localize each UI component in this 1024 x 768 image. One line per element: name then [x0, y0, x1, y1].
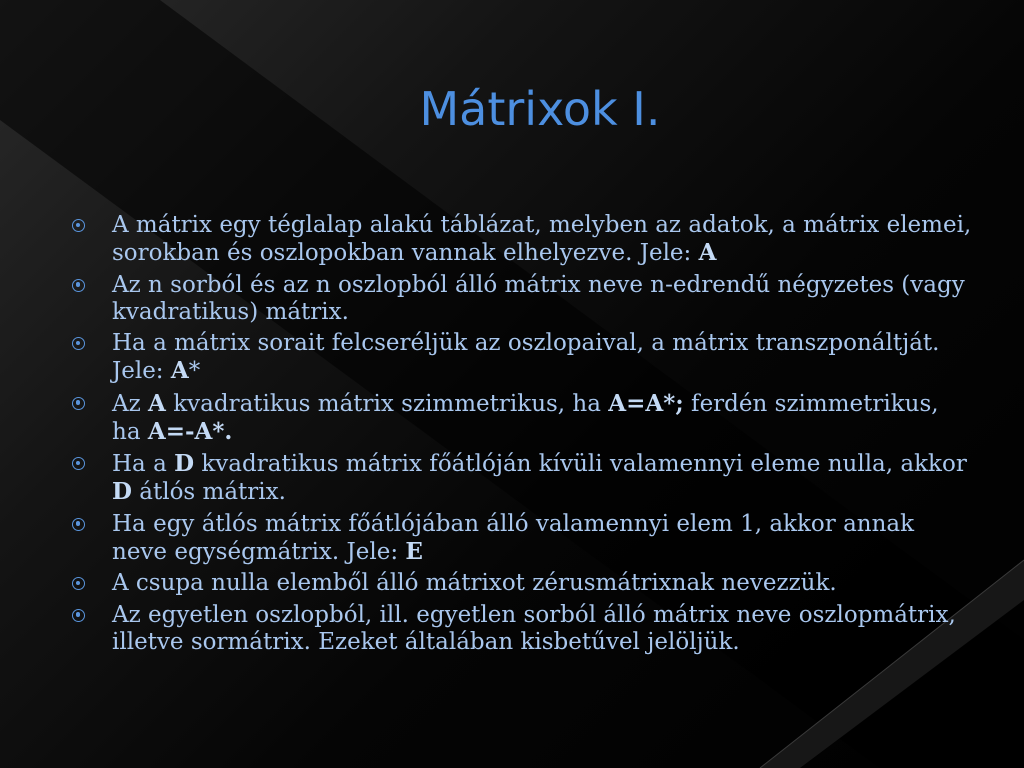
bullet-item-2 — [72, 272, 972, 326]
bullet-bold: A — [698, 239, 717, 266]
bullet-text: A csupa nulla elemből álló mátrixot zérusmátrixnak nevezzük. — [112, 570, 837, 596]
bullet-item-5 — [72, 450, 972, 506]
bullet-bold: E — [405, 537, 423, 565]
bullet-item-7 — [72, 570, 972, 597]
circle-dot-bullet-icon — [72, 609, 85, 622]
bullet-item-3 — [72, 330, 972, 385]
bullet-bold: A — [148, 389, 166, 417]
bullet-bold: A=-A*. — [147, 417, 233, 445]
circle-dot-bullet-icon — [72, 518, 85, 531]
bullet-text: kvadratikus mátrix főátlóján kívüli valamennyi eleme nulla, akkor — [194, 451, 967, 477]
bullet-text: kvadratikus mátrix szimmetrikus, ha — [165, 390, 609, 417]
bullet-bold: A — [170, 357, 189, 384]
bullet-text: A mátrix egy téglalap alakú táblázat, melyben az adatok, a mátrix elemei, sorokban és oszlopokban vannak elhelyezve. Jele: — [112, 212, 972, 266]
bullet-bold: D — [112, 478, 132, 505]
bullet-text: ferdén szimmetrikus, ha — [112, 390, 939, 445]
circle-dot-bullet-icon — [72, 279, 85, 292]
circle-dot-bullet-icon — [72, 337, 85, 350]
bullet-text: Ha egy átlós mátrix főátlójában álló valamennyi elem 1, akkor annak neve egységmátrix. Jele: — [112, 510, 915, 565]
circle-dot-bullet-icon — [72, 577, 85, 590]
slide-title: Mátrixok I. — [419, 82, 661, 136]
circle-dot-bullet-icon — [72, 397, 85, 410]
bullet-item-1 — [72, 212, 972, 267]
bullet-item-8 — [72, 602, 972, 656]
bullet-item-4 — [72, 390, 972, 446]
bullet-text: átlós mátrix. — [131, 479, 286, 505]
circle-dot-bullet-icon — [72, 219, 85, 232]
bullet-bold: A=A*; — [608, 389, 684, 417]
bullet-bold: D — [174, 450, 195, 477]
bullet-text: * — [188, 358, 201, 384]
bullet-text: Ha a mátrix sorait felcseréljük az oszlopaival, a mátrix transzponáltját. Jele: — [112, 330, 940, 384]
bullet-text: Az — [112, 390, 149, 417]
bullet-text: Az egyetlen oszlopból, ill. egyetlen sorból álló mátrix neve oszlopmátrix, illetve sormátrix. Ezeket általában kisbetűvel jelöljük. — [112, 601, 956, 655]
bullet-item-6 — [72, 511, 972, 566]
bullet-text: Az n sorból és az n oszlopból álló mátrix neve n-edrendű négyzetes (vagy kvadratikus) mátrix. — [112, 271, 965, 325]
circle-dot-bullet-icon — [72, 457, 85, 470]
bullet-list — [72, 212, 972, 660]
bullet-text: Ha a — [112, 451, 175, 477]
